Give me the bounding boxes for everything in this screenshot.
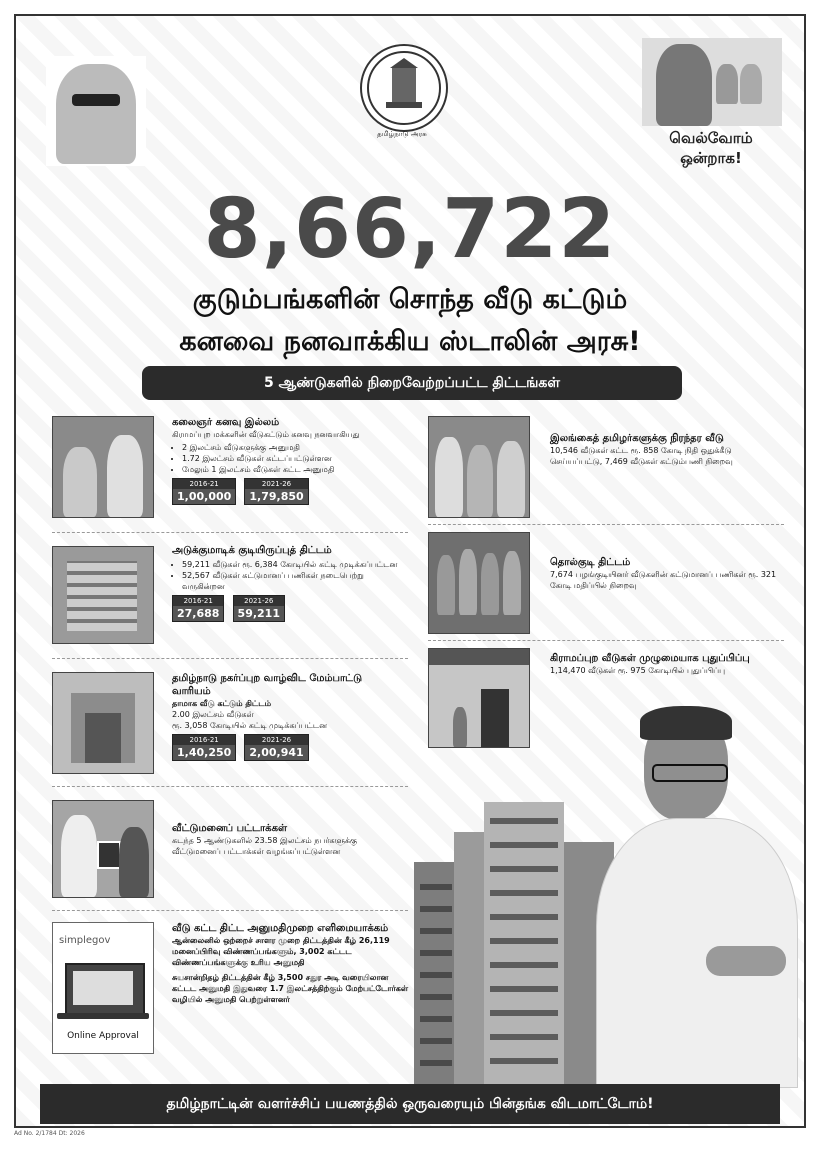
card-title: கலைஞர் கனவு இல்லம் — [172, 417, 280, 428]
headline-line-2: கனவை நனவாக்கிய ஸ்டாலின் அரசு! — [179, 326, 641, 357]
card-title: வீட்டுமனைப் பட்டாக்கள் — [172, 823, 287, 834]
divider — [52, 910, 408, 911]
schemes-banner: 5 ஆண்டுகளில் நிறைவேற்றப்பட்ட திட்டங்கள் — [142, 366, 682, 400]
card-title: வீடு கட்ட திட்ட அனுமதிமுறை எளிமையாக்கம் — [172, 923, 389, 934]
card-title: தொல்குடி திட்டம் — [550, 557, 631, 568]
online-approval-box — [52, 922, 154, 1054]
card-bullet: • 2 இலட்சம் வீடுகளுக்கு அனுமதி — [182, 442, 402, 453]
card-subtitle: ஆன்லைனில் ஒற்றைச் சாளர முறை திட்டத்தின் கீழ் 26,119 மனைப்பிரிவு விண்ணப்பங்களும், 3,002 கட்டட விண்ணப்பங்களுக்கு உரிய அனுமதி — [172, 936, 390, 967]
card-bullet: • மேலும் 1 இலட்சம் வீடுகள் கட்ட அனுமதி — [182, 464, 402, 475]
emblem-caption: தமிழ்நாடு அரசு — [377, 130, 427, 138]
card-photo — [52, 546, 154, 644]
card-bullet: • 1.72 இலட்சம் வீடுகள் கட்டப்பட்டுள்ளன — [182, 453, 402, 464]
slogan-line-2: ஒன்றாக! — [680, 149, 742, 167]
apartment-buildings-illustration — [414, 802, 624, 1086]
leader-portrait-main — [596, 706, 796, 1086]
divider — [428, 640, 784, 641]
headline-number: 8,66,722 — [203, 182, 617, 277]
fineprint: Ad No. 2/1784 Dt: 2026 — [14, 1130, 85, 1137]
stat-year: 2016-21 — [173, 479, 235, 489]
card-text: 1,14,470 வீடுகள் ரூ. 975 கோடியில் புதுப்பிப்பு — [550, 666, 726, 675]
slogan-line-1: வெல்வோம் — [669, 129, 753, 147]
card-photo — [428, 648, 530, 748]
card-extra: சுயசான்றிதழ் திட்டத்தின் கீழ் 3,500 சதுர அடி வரையிலான கட்டட அனுமதி இதுவரை 1.7 இலட்சத்திற்கும் மேற்பட்டோர்கள் வழியில் அனுமதி பெற்றுள்ளனர் — [172, 973, 409, 1004]
stat-value: 1,00,000 — [173, 489, 235, 504]
card-photo — [428, 416, 530, 518]
stat-box — [172, 734, 236, 761]
stat-value: 2,00,941 — [245, 745, 307, 760]
card-title: இலங்கைத் தமிழர்களுக்கு நிரந்தர வீடு — [550, 433, 724, 444]
divider — [52, 532, 408, 533]
leader-portrait-right — [642, 38, 782, 126]
stat-box — [244, 478, 308, 505]
divider — [428, 524, 784, 525]
card-photo — [52, 672, 154, 774]
divider — [52, 658, 408, 659]
card-text: 10,546 வீடுகள் கட்ட ரூ. 858 கோடி நிதி ஒதுக்கீடு செய்யப்பட்டு, 7,469 வீடுகள் கட்டும்பணி நிறைவு — [550, 446, 733, 466]
government-emblem — [360, 44, 448, 132]
card-bullet: • 59,211 வீடுகள் ரூ. 6,384 கோடியில் கட்டி முடிக்கப்பட்டன — [182, 559, 402, 570]
stat-year: 2021-26 — [245, 479, 307, 489]
stat-year: 2016-21 — [173, 596, 223, 606]
card-photo — [428, 532, 530, 634]
card-title: தமிழ்நாடு நகர்ப்புற வாழ்விட மேம்பாட்டு வாரியம் — [172, 673, 363, 697]
stat-box — [233, 595, 285, 622]
advertisement-frame — [14, 14, 806, 1128]
laptop-icon — [65, 963, 145, 1015]
card-bullet: ரூ. 3,058 கோடியில் கட்டி முடிக்கப்பட்டன — [172, 721, 328, 730]
stat-box — [244, 734, 308, 761]
headline-line-1: குடும்பங்களின் சொந்த வீடு கட்டும் — [192, 284, 628, 315]
stat-value: 27,688 — [173, 606, 223, 621]
divider — [52, 786, 408, 787]
card-photo — [52, 800, 154, 898]
leader-portrait-left — [46, 56, 146, 166]
card-subtitle: கடந்த 5 ஆண்டுகளில் 23.58 இலட்சம் நபர்களுக்கு வீட்டுமனைப் பட்டாக்கள் வழங்கப்பட்டுள்ளன — [172, 836, 358, 856]
card-title: கிராமப்புற வீடுகள் முழுமையாக புதுப்பிப்பு — [550, 653, 750, 664]
card-bullet: • 52,567 வீடுகள் கட்டுமானப் பணிகள் நடைபெற்று வருகின்றன — [182, 570, 402, 592]
card-photo — [52, 416, 154, 518]
card-subtitle: தாமாக வீடு கட்டும் திட்டம் — [172, 699, 272, 708]
stat-value: 1,79,850 — [245, 489, 307, 504]
stat-year: 2016-21 — [173, 735, 235, 745]
stat-box — [172, 595, 224, 622]
footer-banner: தமிழ்நாட்டின் வளர்ச்சிப் பயணத்தில் ஒருவரையும் பின்தங்க விடமாட்டோம்! — [40, 1084, 780, 1124]
card-text: 7,674 பழங்குடியினர் வீடுகளின் கட்டுமானப் பணிகள் ரூ. 321 கோடி மதிப்பில் நிறைவு — [550, 570, 777, 590]
card-bullet: 2.00 இலட்சம் வீடுகள் — [172, 710, 254, 719]
card-subtitle: கிராமப்புற மக்களின் வீடுகட்டும் கனவு நனவாகியது — [172, 430, 360, 439]
simplegov-logo: simplegov — [59, 935, 111, 946]
stat-year: 2021-26 — [245, 735, 307, 745]
card-title: அடுக்குமாடிக் குடியிருப்புத் திட்டம் — [172, 545, 332, 556]
stat-value: 1,40,250 — [173, 745, 235, 760]
online-approval-caption: Online Approval — [67, 1031, 139, 1041]
slogan — [636, 128, 786, 168]
stat-box — [172, 478, 236, 505]
stat-year: 2021-26 — [234, 596, 284, 606]
stat-value: 59,211 — [234, 606, 284, 621]
